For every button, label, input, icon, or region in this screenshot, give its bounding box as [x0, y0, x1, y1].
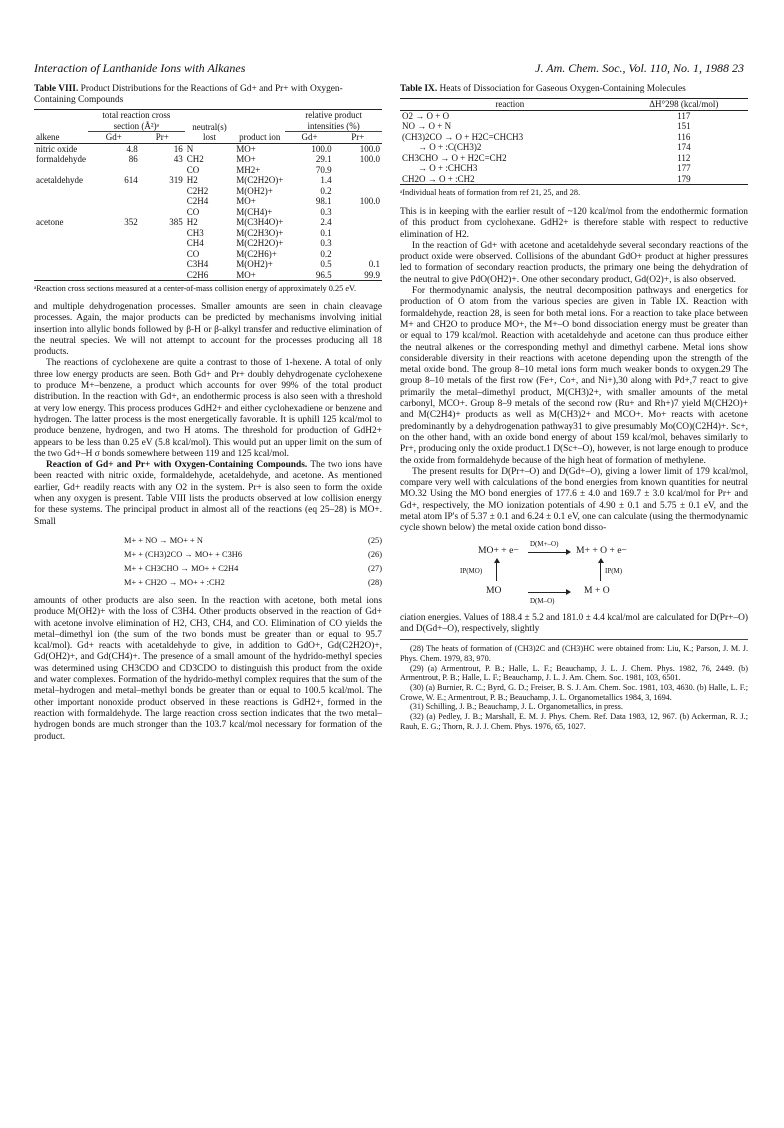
cycle-top-right: M+ + O + e−: [576, 544, 627, 556]
equation-26: [34, 548, 382, 562]
table-cell-alkene: [34, 165, 88, 176]
table-cell-rpr: 100.0: [359, 143, 380, 154]
paragraph: [34, 460, 382, 528]
table-9-caption: [400, 84, 748, 95]
table-cell-product: M(OH2)+: [236, 259, 273, 269]
table-cell-product: M(C2H2O)+: [236, 238, 284, 248]
table-cell-pr: [140, 228, 185, 239]
right-body-text-continued: [400, 613, 748, 636]
paragraph: The present results for D(Pr+–O) and D(Gd+–O), giving a lower limit of 179 kcal/mol, compare very well with calculations of the bond energies from known quantities for neutral MO.32 Using the MO bond energies of 177.6 ± 4.0 and 169.7 ± 3.0 kcal/mol for Pr+ and Gd+, respectively, the MO ionization potentials of 4.90 ± 0.1 and 5.75 ± 0.1 eV, and the metal atom IP's of 5.37 ± 0.1 and 6.24 ± 0.1 eV, one can calculate (using the thermodynamic cycle shown below) the metal oxide cation bond disso-: [400, 466, 748, 534]
table-row: [34, 207, 382, 218]
table-cell-gd: 352: [124, 217, 138, 227]
table-row: [400, 121, 748, 132]
table-cell-value: 177: [677, 163, 691, 173]
table-cell-alkene: nitric oxide: [36, 143, 78, 154]
table-cell-product: M(OH2)+: [236, 185, 273, 196]
table-cell-alkene: [34, 228, 88, 239]
table-cell-neutral: C2H6: [185, 270, 235, 281]
table-cell-gd: [88, 207, 140, 218]
cycle-top-left: MO+ + e−: [478, 544, 519, 556]
table-cell-reaction: CH3CHO → O + H2C=CH2: [402, 152, 507, 163]
table-cell-value: 151: [677, 121, 691, 131]
references: [400, 639, 748, 731]
table-cell-alkene: [34, 196, 88, 207]
table-cell-rpr: [334, 165, 382, 176]
table-cell-neutral: CO: [186, 206, 200, 217]
table-cell-rpr: 99.9: [334, 270, 382, 281]
equation-text: M+ + CH3CHO → MO+ + C2H4: [124, 563, 239, 573]
equation-text: M+ + NO → MO+ + N: [124, 535, 203, 545]
table-8-caption-text: Product Distributions for the Reactions of Gd+ and Pr+ with Oxygen-Containing Compounds: [34, 84, 343, 105]
table-cell-alkene: [34, 207, 88, 218]
table-cell-rgd: 0.1: [320, 227, 332, 238]
table-cell-reaction: → O + :CHCH3: [418, 163, 478, 173]
equation-25: [34, 534, 382, 548]
table-cell-alkene: acetone: [36, 217, 64, 227]
table-cell-rpr: [334, 217, 382, 228]
cycle-left-arrow: [496, 559, 497, 581]
table-cell-reaction: (CH3)2CO → O + H2C=CHCH3: [402, 131, 524, 142]
col-header-alkene: alkene: [36, 132, 60, 142]
table-cell-rpr: 0.1: [368, 259, 380, 269]
table-cell-gd: 614: [124, 175, 138, 185]
table-cell-neutral: CO: [186, 164, 200, 175]
equation-number: (25): [368, 535, 382, 545]
reference: (32) (a) Pedley, J. B.; Marshall, E. M. J. Phys. Chem. Ref. Data 1983, 12, 967. (b) Ackerman, R. J.; Rauh, E. G.; Thorn, R. J. J. Chem. Phys. 1976, 65, 1027.: [400, 712, 748, 731]
paragraph: In the reaction of Gd+ with acetone and acetaldehyde several secondary reactions of the product oxide were observed. Collisions of the abundant GdO+ product at higher pressures led to formation of secondary reaction products, the primary one being the dehydration of the neutral to give PdO(OH2)+. One other secondary product, Gd(O2)+, is also observed.: [400, 240, 748, 285]
table-cell-neutral: N: [186, 143, 194, 154]
table-cell-pr: [140, 196, 185, 207]
table-cell-value: 112: [677, 152, 691, 163]
paragraph: and multiple dehydrogenation processes. Smaller amounts are seen in chain cleavage processes. Again, the major products can be predicted by mechanisms involving initial insertion into allylic bonds followed by β-H or β-alkyl transfer and reductive elimination of the neutral species. We will not attempt to account for the processes producing all 18 products.: [34, 302, 382, 358]
table-cell-pr: 385: [169, 217, 183, 227]
table-cell-value: 179: [620, 174, 748, 185]
table-cell-product: MH2+: [236, 164, 261, 175]
table-row: [400, 132, 748, 143]
table-row: [34, 259, 382, 270]
cycle-bottom-arrow: [528, 592, 570, 593]
paragraph: ciation energies. Values of 188.4 ± 5.2 and 181.0 ± 4.4 kcal/mol are calculated for D(Pr+–O) and D(Gd+–O), respectively, slightly: [400, 612, 748, 634]
paragraph: For thermodynamic analysis, the neutral decomposition pathways and energetics for production of O atom from the various species are given in Table IX. Reaction with formaldehyde, reaction 28, is seen for both metal ions. For a reaction to take place between M+ and CH2O to produce MO+, the M+–O bond dissociation energy must be greater than or equal to 179 kcal/mol. Reaction with acetaldehyde and acetone can thus produce either the neutral alkenes or the corresponding methyl and dimethyl carbene. Metal ions show considerable diversity in their reactions with acetone depending upon the strength of the metal oxide bond. The group 8–10 metal ions form much weaker bonds to oxygen.29 The group 8–10 metals of the first row (Fe+, Co+, and Ni+),30 along with Pd+,7 react to give primarily the metal–dimethyl product, M(CH3)2+, with smaller amounts of the metal carbonyl, MCO+. Group 8–9 metals of the second row (Ru+ and Rh+)7 yield M(CH2O)+ and M(C2H4)+ products as well as M(CH3)2+ and MCO+. Mo+ reacts with acetone predominantly by a dehydrogenation pathway31 to give presumably Mo(CO)(C2H4)+. Sc+, on the other hand, with an oxide bond energy of about 159 kcal/mol, behaves similarly to Pr+, producing only the oxide product.1 D(Sc+–O), however, is not large enough to produce the oxide from formaldehyde because of the high heat of formation of methylene.: [400, 286, 748, 466]
paragraph: This is in keeping with the earlier result of ~120 kcal/mol from the endothermic formation of this product from cyclohexane. GdH2+ is therefore stable with respect to reductive elimination of H2.: [400, 207, 748, 240]
table-cell-neutral: C3H4: [186, 259, 209, 269]
table-cell-alkene: [34, 270, 88, 281]
table-row: [34, 165, 382, 176]
table-cell-rgd: 100.0: [311, 143, 332, 154]
table-cell-alkene: [34, 238, 88, 249]
equation-number: (26): [368, 549, 382, 559]
equation-number: (28): [368, 577, 382, 587]
left-body-text-continued: [34, 596, 382, 743]
table-cell-product: MO+: [236, 154, 256, 164]
table-cell-rgd: 0.5: [320, 259, 332, 269]
equation-27: [34, 562, 382, 576]
table-row: [34, 270, 382, 281]
equation-28: [34, 576, 382, 590]
col-header-pr-rel: Pr+: [351, 132, 365, 142]
table-cell-gd: [88, 249, 140, 260]
reference: (28) The heats of formation of (CH3)2C and (CH3)HC were obtained from: Liu, K.; Parson, J. M. J. Phys. Chem. 1979, 83, 970.: [400, 644, 748, 663]
table-cell-alkene: [34, 249, 88, 260]
table-cell-neutral: C2H4: [186, 196, 209, 206]
table-9-body: [400, 110, 748, 185]
table-row: [34, 238, 382, 249]
table-cell-rpr: 100.0: [359, 196, 380, 206]
paragraph-text: The two ions have been reacted with nitric oxide, formaldehyde, acetaldehyde, and acetone. As mentioned earlier, Gd+ readily reacts with any O2 in the system. Pr+ is also seen to form the oxide when any oxygen is present. Table VIII lists the products observed at low collision energy for these systems. The principal product in almost all of the reactions (eq 25–28) is MO+. Small: [34, 460, 382, 527]
table-cell-rgd: 29.1: [315, 154, 332, 164]
table-cell-rgd: 0.2: [320, 185, 332, 196]
table-row: [34, 143, 382, 154]
table-cell-gd: [88, 270, 140, 281]
table-cell-product: M(C2H6)+: [236, 248, 277, 259]
equations-block: [34, 534, 382, 590]
reference: (30) (a) Burnier, R. C.; Byrd, G. D.; Freiser, B. S. J. Am. Chem. Soc. 1981, 103, 4630. (b) Halle, L. F.; Crowe, W. E.; Armentrout, P. B.; Beauchamp, J. L. Organometallics 1984, 3, 1694.: [400, 683, 748, 702]
table-row: [34, 249, 382, 260]
table-cell-pr: [140, 165, 185, 176]
table-cell-pr: 43: [173, 154, 183, 164]
table-cell-gd: 4.8: [126, 143, 138, 154]
col-header-reaction: reaction: [495, 99, 525, 109]
col-header-dh: ΔH°298 (kcal/mol): [649, 99, 719, 109]
table-cell-value: 174: [677, 142, 691, 152]
col-header-product: product ion: [239, 132, 281, 142]
table-cell-neutral: H2: [186, 175, 198, 185]
left-column: [34, 84, 382, 743]
table-cell-reaction: O2 → O + O: [402, 110, 450, 121]
col-header-relative: relative product intensities (%): [285, 110, 382, 132]
table-cell-product: MO+: [234, 270, 285, 281]
table-cell-value: 116: [677, 131, 691, 142]
table-8: [34, 109, 382, 281]
table-row: [34, 196, 382, 207]
table-cell-value: 117: [677, 110, 691, 121]
table-cell-rpr: [334, 249, 382, 260]
col-header-gd: Gd+: [105, 132, 122, 142]
cycle-top-arrow: [528, 552, 570, 553]
table-9-label: Table IX.: [400, 84, 438, 94]
table-cell-gd: [88, 259, 140, 270]
table-row: [34, 186, 382, 197]
equation-number: (27): [368, 563, 382, 573]
table-row: [34, 154, 382, 165]
reference: (29) (a) Armentrout, P. B.; Halle, L. F.; Beauchamp, J. L. J. Chem. Phys. 1982, 76, 2449. (b) Armentrout, P. B.; Halle, L. F.; Beauchamp, J. L. J. Am. Chem. Soc. 1981, 103, 6501.: [400, 663, 748, 683]
left-body-text: [34, 302, 382, 528]
table-cell-product: M(C2H3O)+: [236, 227, 284, 238]
table-cell-reaction: → O + :C(CH3)2: [418, 142, 482, 152]
table-cell-neutral: CO: [186, 248, 200, 259]
table-cell-gd: [88, 196, 140, 207]
table-cell-product: M(C3H4O)+: [236, 217, 284, 227]
equation-text: M+ + (CH3)2CO → MO+ + C3H6: [124, 549, 243, 559]
col-header-cross-section: total reaction cross section (Å²)ᵃ: [88, 110, 185, 132]
cycle-right-arrow-label: IP(M): [605, 566, 623, 575]
running-head-title: Interaction of Lanthanide Ions with Alkanes: [34, 61, 246, 75]
running-head-citation: J. Am. Chem. Soc., Vol. 110, No. 1, 1988 23: [535, 61, 744, 75]
equation-text: M+ + CH2O → MO+ + :CH2: [124, 577, 225, 587]
table-cell-reaction: NO → O + N: [402, 121, 452, 131]
table-cell-rpr: [334, 186, 382, 197]
table-cell-pr: [140, 249, 185, 260]
table-9-caption-text: Heats of Dissociation for Gaseous Oxygen-Containing Molecules: [439, 84, 686, 94]
table-cell-neutral: CH2: [186, 154, 204, 164]
cycle-left-arrow-label: IP(MO): [460, 566, 483, 575]
table-cell-rgd: 2.4: [320, 217, 332, 227]
table-8-footnote: ᵃReaction cross sections measured at a center-of-mass collision energy of approximately 0.25 eV.: [34, 284, 357, 293]
table-cell-rpr: [334, 207, 382, 218]
table-cell-rgd: 70.9: [315, 164, 332, 175]
table-cell-pr: [140, 259, 185, 270]
table-cell-rgd: 0.3: [320, 206, 332, 217]
table-cell-alkene: [34, 186, 88, 197]
table-cell-rpr: [334, 175, 382, 186]
paragraph: amounts of other products are also seen. In the reaction with acetone, both metal ions produce M(OH2)+ with the loss of C3H4. Other products observed in the reaction of Gd+ with acetone involve elimination of H2, CH3, CH4, and CO. Elimination of CO yields the metal–dimethyl ion (the sum of the two bonds must be greater than or equal to 95.7 kcal/mol). Gd+ reacts with acetaldehyde to give, in addition to GdO+, Gd(C2H2O)+, Gd(OH2)+, and Gd(CH4)+. The presence of a small amount of the hydrido-methyl species was determined using CH3CDO and CD3CDO to distinguish this product from the oxide and water complexes. Formation of the hydrido-methyl complex requires that the sum of the metal–hydrogen and metal–methyl bonds be greater than or equal to 100.5 kcal/mol. The other important nonoxide product observed in these reactions is GdH2+, formed in the reaction with formaldehyde. The large reaction cross section indicates that the two metal–hydrogen bonds are much stronger than the 103.7 kcal/mol necessary for formation of the product.: [34, 595, 382, 742]
table-cell-pr: 319: [169, 175, 183, 185]
col-header-pr: Pr+: [155, 132, 169, 142]
col-header-gd-rel: Gd+: [301, 132, 318, 142]
table-cell-neutral: H2: [186, 217, 198, 227]
table-cell-pr: 16: [173, 143, 183, 154]
col-header-neutral: neutral(s) lost: [192, 121, 227, 142]
table-9-footnote: ᵃIndividual heats of formation from ref 21, 25, and 28.: [400, 188, 581, 197]
table-cell-reaction: CH2O → O + :CH2: [400, 174, 620, 185]
table-cell-gd: [88, 238, 140, 249]
table-8-label: Table VIII.: [34, 84, 79, 94]
table-cell-pr: [140, 270, 185, 281]
table-cell-product: M(CH4)+: [236, 206, 273, 217]
cycle-right-arrow: [600, 559, 601, 581]
table-row: [400, 110, 748, 121]
table-row: [34, 228, 382, 239]
cycle-bottom-left: MO: [486, 584, 502, 596]
table-cell-pr: [140, 238, 185, 249]
table-cell-neutral: CH3: [186, 227, 204, 238]
table-row: [400, 142, 748, 153]
cycle-bottom-arrow-label: D(M–O): [530, 596, 555, 605]
thermodynamic-cycle-diagram: [400, 541, 748, 611]
table-cell-rgd: 96.5: [285, 270, 333, 281]
table-cell-product: MO+: [236, 196, 256, 206]
table-row: [400, 163, 748, 174]
table-cell-rgd: 0.2: [320, 248, 332, 259]
table-cell-pr: [140, 207, 185, 218]
table-cell-alkene: acetaldehyde: [36, 175, 83, 185]
table-cell-rpr: [334, 238, 382, 249]
table-9: [400, 98, 748, 185]
cycle-top-arrow-label: D(M+–O): [530, 539, 559, 548]
right-body-text: [400, 207, 748, 535]
table-cell-alkene: [34, 259, 88, 270]
table-row: [34, 175, 382, 186]
table-cell-rgd: 1.4: [320, 175, 332, 185]
table-cell-product: M(C2H2O)+: [236, 175, 284, 185]
table-cell-pr: [140, 186, 185, 197]
cycle-bottom-right: M + O: [584, 584, 610, 596]
table-cell-gd: 86: [128, 154, 138, 164]
table-cell-rgd: 98.1: [315, 196, 332, 206]
section-heading: Reaction of Gd+ and Pr+ with Oxygen-Containing Compounds.: [46, 460, 308, 471]
table-row: [400, 174, 748, 185]
paragraph: The reactions of cyclohexene are quite a contrast to those of 1-hexene. A total of only three low energy products are seen. Both Gd+ and Pr+ doubly dehydrogenate cyclohexene to produce M+–benzene, a product which accounts for over 99% of the total product distribution. In the reaction with Gd+, an endothermic process is also seen with a threshold at very low energy. This process produces GdH2+ and either cyclohexadiene or benzene and hydrogen. The latter process is the most energetically favorable. It is uphill 125 kcal/mol to produce benzene, hydrogen, and two H atoms. The threshold for production of GdH2+ appears to be less than 0.25 eV (5.8 kcal/mol). This would put an upper limit on the sum of the two Gd+–H σ bonds somewhere between 119 and 125 kcal/mol.: [34, 358, 382, 459]
right-column: [400, 84, 748, 732]
table-cell-alkene: formaldehyde: [36, 154, 86, 164]
table-cell-rpr: 100.0: [359, 154, 380, 164]
table-cell-rgd: 0.3: [320, 238, 332, 248]
table-cell-neutral: C2H2: [186, 185, 209, 196]
table-8-caption: [34, 84, 382, 106]
table-cell-gd: [88, 186, 140, 197]
table-cell-product: MO+: [236, 143, 256, 154]
table-cell-gd: [88, 228, 140, 239]
table-cell-neutral: CH4: [186, 238, 204, 248]
table-row: [34, 217, 382, 228]
table-cell-gd: [88, 165, 140, 176]
table-row: [400, 153, 748, 164]
table-cell-rpr: [334, 228, 382, 239]
table-8-body: [34, 143, 382, 281]
reference: (31) Schilling, J. B.; Beauchamp, J. L. Organometallics, in press.: [410, 702, 623, 712]
